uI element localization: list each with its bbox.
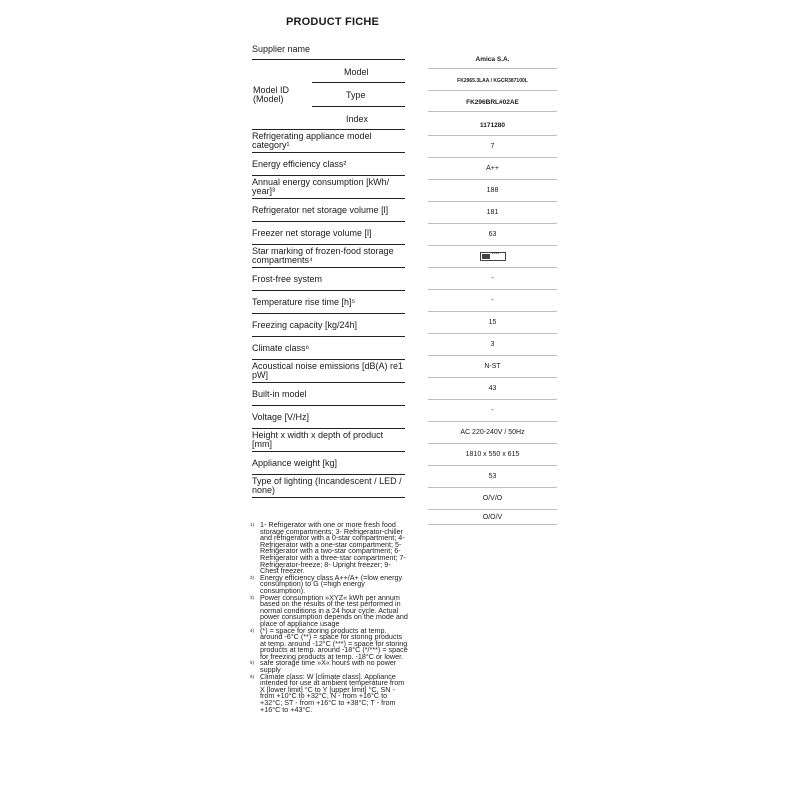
value-weight: 1810 x 550 x 615 — [428, 444, 557, 466]
divider — [312, 82, 405, 83]
row-label-energy-class: Energy efficiency class² — [252, 153, 405, 176]
footnote: 3) Power consumption »XYZ« kWh per annum based on the results of the test performed in normal conditions in a 24 hour cycle. Actual power consumption depends on the mode and place of appliance usage — [250, 592, 408, 628]
row-label-index: Index — [346, 114, 369, 124]
value-extra-1: O/V/O — [428, 488, 557, 510]
value-freezer-volume: 63 — [428, 224, 557, 246]
row-label-type: Type — [346, 90, 366, 100]
value-index: 1171280 — [428, 115, 557, 136]
row-label-category: Refrigerating appliance model category¹ — [252, 130, 405, 153]
value-noise: N-ST — [428, 356, 557, 378]
value-extra-2: O/O/V — [428, 510, 557, 525]
row-label-voltage: Voltage [V/Hz] — [252, 406, 405, 429]
row-label-supplier: Supplier name — [252, 40, 405, 60]
value-freezing-capacity: 15 — [428, 312, 557, 334]
row-label-climate-class: Climate class⁶ — [252, 337, 405, 360]
value-category: 7 — [428, 136, 557, 158]
row-label-weight: Appliance weight [kg] — [252, 452, 405, 475]
divider — [252, 107, 405, 130]
value-voltage: - — [428, 400, 557, 422]
value-star-marking — [428, 246, 557, 268]
value-fridge-volume: 181 — [428, 202, 557, 224]
star-marking-icon: **** — [480, 252, 506, 261]
row-label-freezer-volume: Freezer net storage volume [l] — [252, 222, 405, 245]
value-annual-energy: 188 — [428, 180, 557, 202]
value-temp-rise: - — [428, 290, 557, 312]
page-title: PRODUCT FICHE — [286, 16, 380, 28]
row-label-frost-free: Frost-free system — [252, 268, 405, 291]
value-built-in: 43 — [428, 378, 557, 400]
row-label-freezing-capacity: Freezing capacity [kg/24h] — [252, 314, 405, 337]
value-frost-free: - — [428, 268, 557, 290]
footnote: 5) safe storage time »X« hours with no power supply — [250, 658, 397, 675]
footnotes — [250, 522, 408, 713]
value-climate-class: 3 — [428, 334, 557, 356]
row-label-annual-energy: Annual energy consumption [kWh/ year]³ — [252, 176, 405, 199]
value-supplier: Amica S.A. — [428, 50, 557, 69]
row-label-model: Model — [344, 67, 369, 77]
value-energy-class: A++ — [428, 158, 557, 180]
model-id-label: Model ID (Model) — [253, 85, 290, 104]
row-label-noise: Acoustical noise emissions [dB(A) re1 pW] — [252, 360, 405, 383]
row-label-temp-rise: Temperature rise time [h]⁵ — [252, 291, 405, 314]
footnote: 2) Energy efficiency class A++/A+ (=low energy consumption) to G (=high energy consumption). — [250, 572, 403, 595]
row-label-dimensions: Height x width x depth of product [mm] — [252, 429, 405, 452]
row-label-lighting: Type of lighting (Incandescent / LED / none) — [252, 475, 405, 498]
footnote: 6) Climate class: W [climate class]. Appliance intended for use at ambient temperature from X [lower limit] °C to Y [upper limit] °C, SN - from +10°C to +32°C, N - from +16°C to +32°C; ST - from +16°C to +38°C; T - from +16°C to +43°C. — [250, 671, 405, 714]
value-dimensions: AC 220-240V / 50Hz — [428, 422, 557, 444]
footnote: 1) 1- Refrigerator with one or more fresh food storage compartments; 3- Refrigerator-chiller and refrigerator with a 0-star compartment; 4- Refrigerator with a one-star compartment; 5- Refrigerator with a two-star compartment; 6- Refrigerator with a three-star compartment; 7- Refrigerator-freeze; 8- Upright freezer; 9- Chest freezer. — [250, 520, 406, 576]
value-type: FK296BRL#02AE — [428, 93, 557, 112]
row-label-fridge-volume: Refrigerator net storage volume [l] — [252, 199, 405, 222]
row-label-star-marking: Star marking of frozen-food storage compartments⁴ — [252, 245, 405, 268]
value-model: FK2965.3LAA / KGCR387100L — [428, 72, 557, 91]
row-label-built-in: Built-in model — [252, 383, 405, 406]
footnote: 4) (*) = space for storing products at temp. around -6°C (**) = space for storing products at temp. around -12°C (***) = space for storing products at temp. around -18°C (*/***) = space for freezing products at temp. -18°C or lower. — [250, 625, 408, 661]
value-lighting: 53 — [428, 466, 557, 488]
